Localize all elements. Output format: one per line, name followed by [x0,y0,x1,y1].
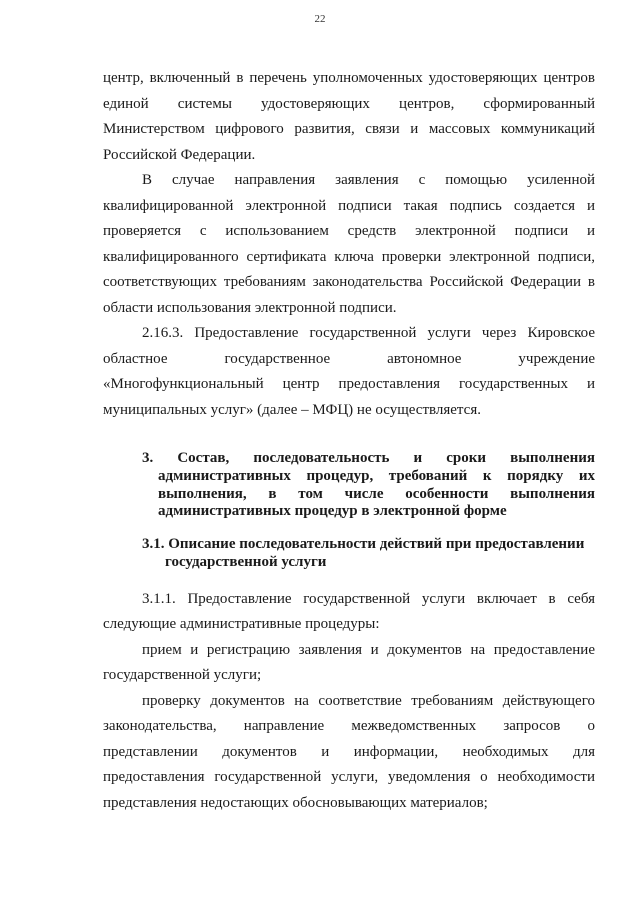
list-item-reception: прием и регистрацию заявления и документов на предоставление государственной услуги; [103,641,595,684]
page-number: 22 [314,13,326,25]
section-3-heading: 3. Состав, последовательность и сроки выполнения административных процедур, требований к порядку их выполнения, в том числе особенности выполнения административных процедур в электронной форме [142,450,595,520]
paragraph-2-16-3: 2.16.3. Предоставление государственной услуги через Кировское областное государственное автономное учреждение «Многофункциональный центр предоставления государственных и муниципальных услуг» (далее – МФЦ) не осуществляется. [103,325,595,418]
spacer [103,572,595,587]
paragraph-electronic-signature: В случае направления заявления с помощью усиленной квалифицированной электронной подписи такая подпись создается и проверяется с использованием средств электронной подписи и квалифицированного сертификата ключа проверки электронной подписи, соответствующих требованиям законодательства Российской Федерации в области использования электронной подписи. [103,172,595,316]
list-item-verification: проверку документов на соответствие требованиям действующего законодательства, направление межведомственных запросов о представлении документов и информации, необходимых для предоставления государственной услуги, уведомления о необходимости представления недостающих обосновывающих материалов; [103,692,595,811]
paragraph-3-1-1: 3.1.1. Предоставление государственной услуги включает в себя следующие административные процедуры: [103,590,595,633]
spacer [103,423,595,450]
paragraph-continued: центр, включенный в перечень уполномоченных удостоверяющих центров единой системы удостоверяющих центров, сформированный Министерством цифрового развития, связи и массовых коммуникаций Российской Федерации. [103,70,595,163]
document-body [103,66,595,816]
spacer [103,521,595,536]
section-3-1-heading: 3.1. Описание последовательности действий при предоставлении государственной услуги [142,536,585,570]
